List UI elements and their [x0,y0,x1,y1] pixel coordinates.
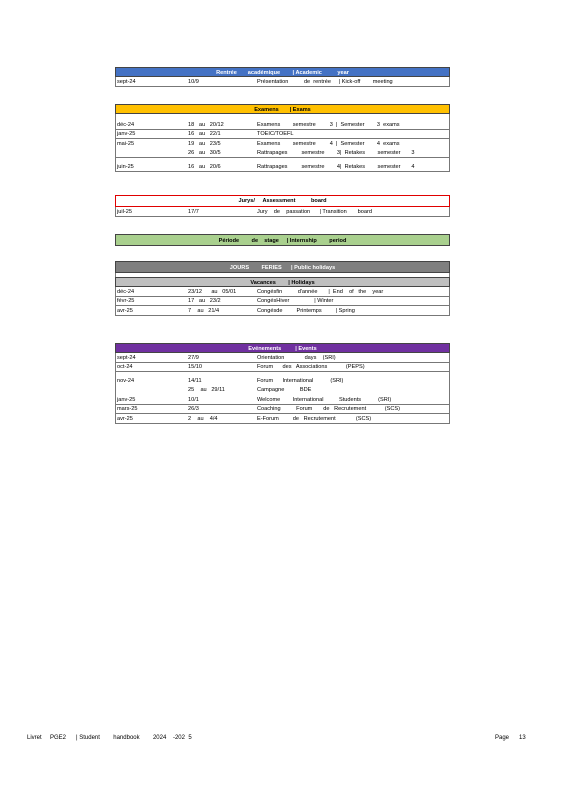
examens-section [115,104,450,172]
row-event: Examens semestre 4 | Semester 4 exams [257,140,400,147]
table-row [115,287,450,297]
feries-section [115,261,450,316]
table-row [115,130,450,140]
row-event: Orientation days (SRI) [257,354,336,361]
feries-header: JOURS FERIES | Public holidays [115,261,450,273]
jurys-section [115,195,450,217]
row-date: 19 au 23/5 [188,140,221,147]
footer-left: Livret PGE2 | Student handbook 2024 -202 5 [27,735,192,741]
row-month: déc-24 [117,121,135,128]
row-event: Rattrapages semestre 4| Retakes semester 4 [257,163,415,170]
table-row [115,149,450,159]
rentree-header: Rentrée académique | Academic year [115,67,450,77]
row-month: juil-25 [117,208,132,215]
table-row [115,363,450,373]
jurys-header: Jurys/ Assessment board [115,195,450,207]
row-month: avr-25 [117,307,133,314]
row-date: 10/9 [188,78,199,85]
row-event: TOEIC/TOEFL [257,131,294,137]
row-date: 2 au 4/4 [188,415,218,422]
table-row [115,414,450,424]
row-month: déc-24 [117,288,135,295]
rentree-section [115,67,450,87]
row-event: Forum International (SRI) [257,377,344,384]
vacances-header: Vacances | Holidays [115,277,450,287]
row-date: 15/10 [188,364,202,370]
table-row [115,297,450,307]
row-event: Congésfin d'année | End of the year [257,288,384,295]
row-month: janv-25 [117,396,136,403]
row-event: Congésde Printemps | Spring [257,307,355,314]
row-date: 17 au 23/2 [188,298,221,304]
table-row [115,306,450,316]
row-date: 23/12 au 05/01 [188,288,237,295]
row-month: févr-25 [117,298,135,304]
evenements-section [115,343,450,424]
table-row [115,405,450,415]
row-month: oct-24 [117,364,133,370]
row-event: Examens semestre 3 | Semester 3 exams [257,121,400,128]
row-date: 26 au 30/5 [188,150,221,156]
table-row [115,77,450,87]
row-date: 14/11 [188,377,202,384]
row-month: avr-25 [117,415,133,422]
table-row [115,376,450,386]
row-event: E-Forum de Recrutement (SCS) [257,415,372,422]
row-event: Forum des Associations (PEPS) [257,364,365,370]
row-month: nov-24 [117,377,135,384]
evenements-header: Evénements | Events [115,343,450,353]
row-date: 27/9 [188,354,199,361]
stage-header: Période de stage | Internship period [115,234,450,246]
row-event: Jury de passation | Transition board [257,208,372,215]
row-event: CongésHiver | Winter [257,298,334,304]
table-row [115,120,450,130]
row-event: Coaching Forum de Recrutement (SCS) [257,406,400,412]
row-month: mars-25 [117,406,138,412]
row-month: juin-25 [117,163,134,170]
stage-section [115,234,450,246]
row-event: Campagne BDE [257,387,312,393]
row-date: 10/1 [188,396,199,403]
table-row [115,395,450,405]
row-date: 16 au 22/1 [188,131,221,137]
table-row [115,386,450,396]
row-date: 16 au 20/6 [188,163,221,170]
row-date: 25 au 29/11 [188,387,225,393]
row-month: mai-25 [117,140,135,147]
table-row [115,207,450,217]
spacer-row [115,273,450,277]
row-date: 26/3 [188,406,199,412]
page-number: Page 13 [495,735,526,741]
row-month: janv-25 [117,131,136,137]
row-event: Rattrapages semestre 3| Retakes semester 3 [257,150,415,156]
table-row [115,139,450,149]
row-month: sept-24 [117,354,136,361]
examens-header: Examens | Exams [115,104,450,114]
row-date: 18 au 20/12 [188,121,224,128]
row-event: Présentation de rentrée | Kick-off meeting [257,78,393,85]
row-event: Welcome International Students (SRI) [257,396,392,403]
table-row [115,353,450,363]
row-date: 17/7 [188,208,199,215]
row-month: sept-24 [117,78,136,85]
table-row [115,162,450,172]
row-date: 7 au 21/4 [188,307,220,314]
